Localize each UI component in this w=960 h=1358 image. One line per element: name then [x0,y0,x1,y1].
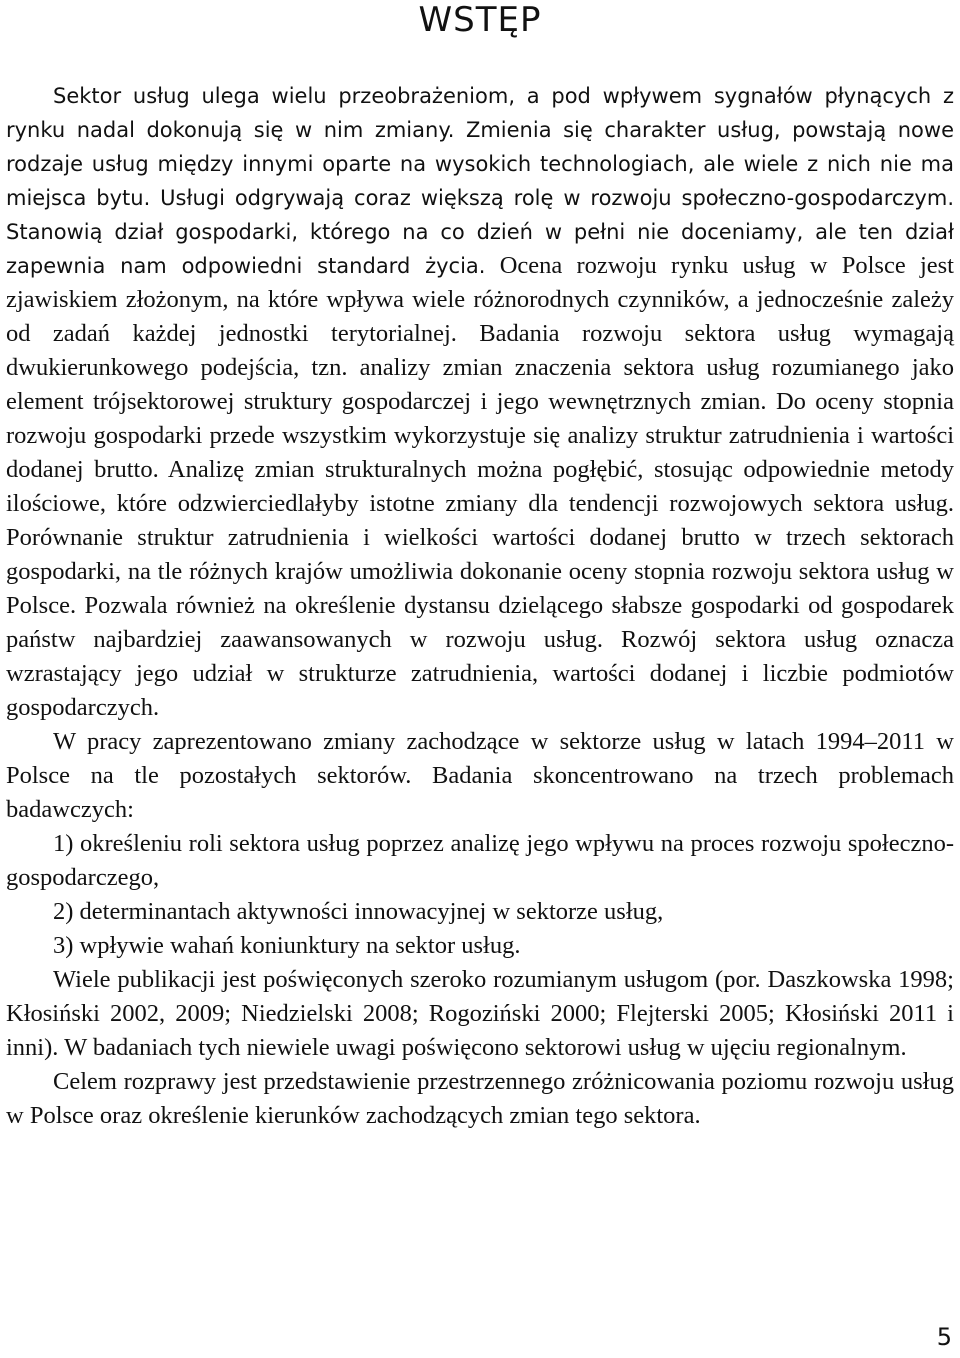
paragraph-intro-sans-run: Sektor usług ulega wielu przeobrażeniom, a pod wpływem sygnałów płynących z rynku nadal dokonują się w nim zmiany. Zmienia się charakter usług, powstają nowe rodzaje usług między innymi oparte na wysokich technologiach, ale wiele z nich nie ma miejsca bytu. Usługi odgrywają coraz większą rolę w rozwoju społeczno-gospodarczym. Stanowią dział gospodarki, którego na co dzień w pełni nie doceniamy, ale ten dział zapewnia nam odpowiedni standard życia. [6,84,954,278]
paragraph-intro-serif-run: Ocena rozwoju rynku usług w Polsce jest zjawiskiem złożonym, na które wpływa wiele różnorodnych czynników, a jednocześnie zależy od zadań każdej jednostki terytorialnej. Badania rozwoju sektora usług wymagają dwukierunkowego podejścia, tzn. analizy zmian znaczenia sektora usług rozumianego jako element trójsektorowej struktury gospodarczej i jego wewnętrznych zmian. Do oceny stopnia rozwoju gospodarki przede wszystkim wykorzystuje się analizy struktur zatrudnienia i wartości dodanej brutto. Analizę zmian strukturalnych można pogłębić, stosując odpowiednie metody ilościowe, które odzwierciedlałyby istotne zmiany dla tendencji rozwojowych sektora usług. Porównanie struktur zatrudnienia i wielkości wartości dodanej brutto w trzech sektorach gospodarki, na tle różnych krajów umożliwia dokonanie oceny stopnia rozwoju sektora usług w Polsce. Pozwala również na określenie dystansu dzielącego słabsze gospodarki od gospodarek państw najbardziej zaawansowanych w rozwoju usług. Rozwój sektora usług oznacza wzrastający jego udział w strukturze zatrudnienia, wartości dodanej i liczbie podmiotów gospodarczych. [6,252,954,721]
paragraph-literature: Wiele publikacji jest poświęconych szeroko rozumianym usługom (por. Daszkowska 1998; Kłosiński 2002, 2009; Niedzielski 2008; Rogoziński 2000; Flejterski 2005; Kłosiński 2011 i inni). W badaniach tych niewiele uwagi poświęcono sektorowi usług w ujęciu regionalnym. [6,966,954,1061]
page-number: 5 [936,1323,952,1351]
page-title: WSTĘP [418,0,542,40]
list-item-2: 2) determinantach aktywności innowacyjnej w sektorze usług, [53,898,664,925]
paragraph-aim: Celem rozprawy jest przedstawienie przestrzennego zróżnicowania poziomu rozwoju usług w Polsce oraz określenie kierunków zachodzących zmian tego sektora. [6,1068,954,1129]
list-item-3: 3) wpływie wahań koniunktury na sektor usług. [53,932,521,959]
paragraph-intro [6,79,954,725]
list-item-1: 1) określeniu roli sektora usług poprzez analizę jego wpływu na proces rozwoju społeczno-gospodarczego, [6,830,954,891]
body-text [6,79,954,1133]
paragraph-scope: W pracy zaprezentowano zmiany zachodzące w sektorze usług w latach 1994–2011 w Polsce na tle pozostałych sektorów. Badania skoncentrowano na trzech problemach badawczych: [6,728,954,823]
